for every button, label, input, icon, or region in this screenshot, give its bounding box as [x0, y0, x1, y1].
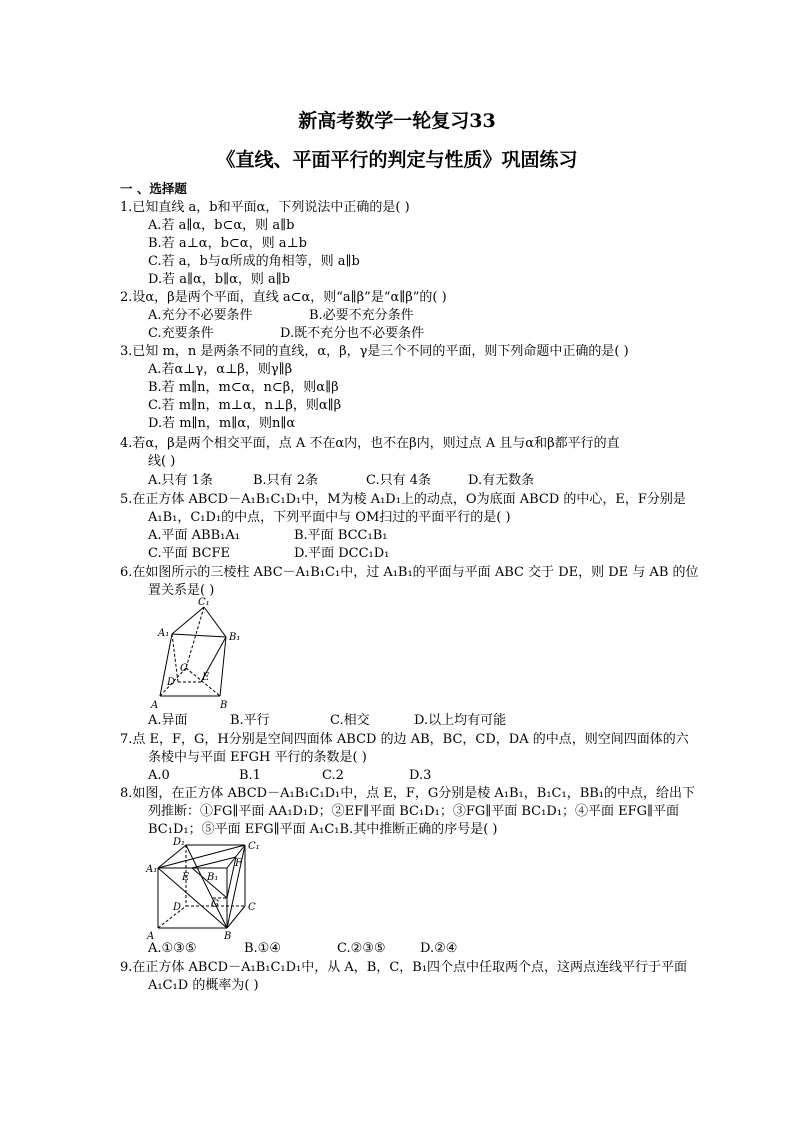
label-a1: A₁ — [146, 864, 158, 875]
q5-option-c: C.平面 BCFE — [148, 546, 230, 561]
q6-option-d: D.以上均有可能 — [414, 713, 507, 728]
edge-cc1 — [186, 607, 204, 668]
question-7-stem-line2: 条棱中与平面 EFGH 平行的条数是( ) — [148, 750, 367, 765]
question-9-stem-line2: A₁C₁D 的概率为( ) — [148, 978, 259, 993]
q7-option-b: B.1 — [239, 768, 261, 783]
q6-option-b: B.平行 — [230, 713, 270, 728]
question-3-stem: 3.已知 m，n 是两条不同的直线，α，β，γ是三个不同的平面，则下列命题中正确的是( ) — [120, 344, 629, 359]
q1-option-a: A.若 a∥α，b⊂α，则 a∥b — [148, 218, 295, 233]
label-b1: B₁ — [229, 632, 241, 643]
q1-option-b: B.若 a⊥α，b⊂α，则 a⊥b — [148, 236, 307, 251]
label-b1: B₁ — [207, 872, 219, 883]
question-5-stem-line2: A₁B₁，C₁D₁的中点，下列平面中与 OM扫过的平面平行的是( ) — [148, 510, 511, 525]
edge-c1b1 — [204, 607, 226, 637]
q4-option-a: A.只有 1条 — [148, 473, 213, 488]
q4-option-d: D.有无数条 — [468, 473, 535, 488]
question-6-stem-line1: 6.在如图所示的三棱柱 ABC－A₁B₁C₁中，过 A₁B₁的平面与平面 ABC 交于 DE，则 DE 与 AB 的位 — [120, 565, 699, 580]
edge-a1d — [172, 634, 178, 682]
question-8-stem-line2: 列推断：①FG∥平面 AA₁D₁D；②EF∥平面 BC₁D₁；③FG∥平面 BC₁D₁；④平面 EFG∥平面 — [148, 804, 679, 819]
q6-option-a: A.异面 — [148, 713, 188, 728]
doc-title-line1: 新高考数学一轮复习33 — [298, 110, 496, 132]
figure-6-prism — [146, 596, 256, 714]
label-c1: C₁ — [248, 841, 260, 852]
q5-option-a: A.平面 ABB₁A₁ — [148, 528, 240, 543]
q7-option-c: C.2 — [322, 768, 344, 783]
label-e: E — [202, 672, 210, 683]
q7-option-d: D.3 — [409, 768, 432, 783]
edge-a1c1 — [172, 607, 204, 634]
q4-option-c: C.只有 4条 — [366, 473, 432, 488]
question-6-stem-line2: 置关系是( ) — [148, 583, 215, 598]
q2-option-b: B.必要不充分条件 — [309, 308, 414, 323]
edge-a1b1 — [172, 634, 226, 637]
question-9-stem-line1: 9.在正方体 ABCD－A₁B₁C₁D₁中，从 A，B，C，B₁四个点中任取两个点，这两点连线平行于平面 — [120, 960, 688, 975]
question-4-stem-line2: 线( ) — [148, 454, 176, 469]
question-8-stem-line1: 8.如图，在正方体 ABCD－A₁B₁C₁D₁中，点 E，F，G分别是棱 A₁B₁，B₁C₁，BB₁的中点，给出下 — [120, 786, 696, 801]
q5-option-d: D.平面 DCC₁D₁ — [294, 546, 390, 561]
q4-option-b: B.只有 2条 — [253, 473, 319, 488]
q6-option-c: C.相交 — [330, 713, 370, 728]
question-1-stem: 1.已知直线 a，b和平面α，下列说法中正确的是( ) — [120, 200, 410, 215]
doc-title-line2: 《直线、平面平行的判定与性质》巩固练习 — [216, 149, 578, 171]
q8-option-a: A.①③⑤ — [148, 941, 197, 956]
q3-option-b: B.若 m∥n，m⊂α，n⊂β，则α∥β — [148, 380, 339, 395]
question-2-stem: 2.设α，β是两个平面，直线 a⊂α，则“a∥β”是“α∥β”的( ) — [120, 290, 447, 305]
label-a: A — [151, 700, 159, 711]
q1-option-d: D.若 a∥α，b∥α，则 a∥b — [148, 272, 291, 287]
label-d: D — [173, 902, 182, 913]
label-d: D — [167, 677, 176, 688]
label-f: F — [235, 858, 242, 869]
q3-option-d: D.若 m∥n，m∥α，则n∥α — [148, 416, 296, 431]
q2-option-d: D.既不充分也不必要条件 — [280, 326, 425, 341]
label-c1: C₁ — [198, 597, 210, 608]
question-5-stem-line1: 5.在正方体 ABCD－A₁B₁C₁D₁中，M为棱 A₁D₁上的动点，O为底面 ABCD 的中心，E，F分别是 — [120, 492, 686, 507]
q8-option-c: C.②③⑤ — [337, 941, 386, 956]
q3-option-c: C.若 m∥n，m⊥α，n⊥β，则α∥β — [148, 398, 342, 413]
q8-option-d: D.②④ — [420, 941, 458, 956]
label-a1: A₁ — [158, 628, 170, 639]
question-4-stem-line1: 4.若α，β是两个相交平面，点 A 不在α内，也不在β内，则过点 A 且与α和β都平行的直 — [120, 436, 620, 451]
q2-option-c: C.充要条件 — [148, 326, 214, 341]
question-7-stem-line1: 7.点 E，F，G，H分别是空间四面体 ABCD 的边 AB，BC，CD，DA 的中点，则空间四面体的六 — [120, 732, 689, 747]
q1-option-c: C.若 a，b与α所成的角相等，则 a∥b — [148, 254, 360, 269]
label-d1: D₁ — [173, 837, 186, 848]
section-heading: 一 、选择题 — [120, 181, 187, 196]
label-a: A — [147, 931, 155, 942]
label-b: B — [220, 700, 228, 711]
label-c: C — [248, 902, 256, 913]
q8-option-b: B.①④ — [244, 941, 281, 956]
q3-option-a: A.若α⊥γ，α⊥β，则γ∥β — [148, 362, 293, 377]
q2-option-a: A.充分不必要条件 — [148, 308, 253, 323]
label-c: C — [180, 663, 188, 674]
question-8-stem-line3: BC₁D₁；⑤平面 EFG∥平面 A₁C₁B.其中推断正确的序号是( ) — [148, 822, 498, 837]
figure-8-cube — [145, 835, 263, 943]
q5-option-b: B.平面 BCC₁B₁ — [294, 528, 388, 543]
q7-option-a: A.0 — [148, 768, 170, 783]
label-g: G — [211, 899, 219, 910]
label-e: E — [182, 872, 190, 883]
label-b: B — [224, 931, 232, 942]
